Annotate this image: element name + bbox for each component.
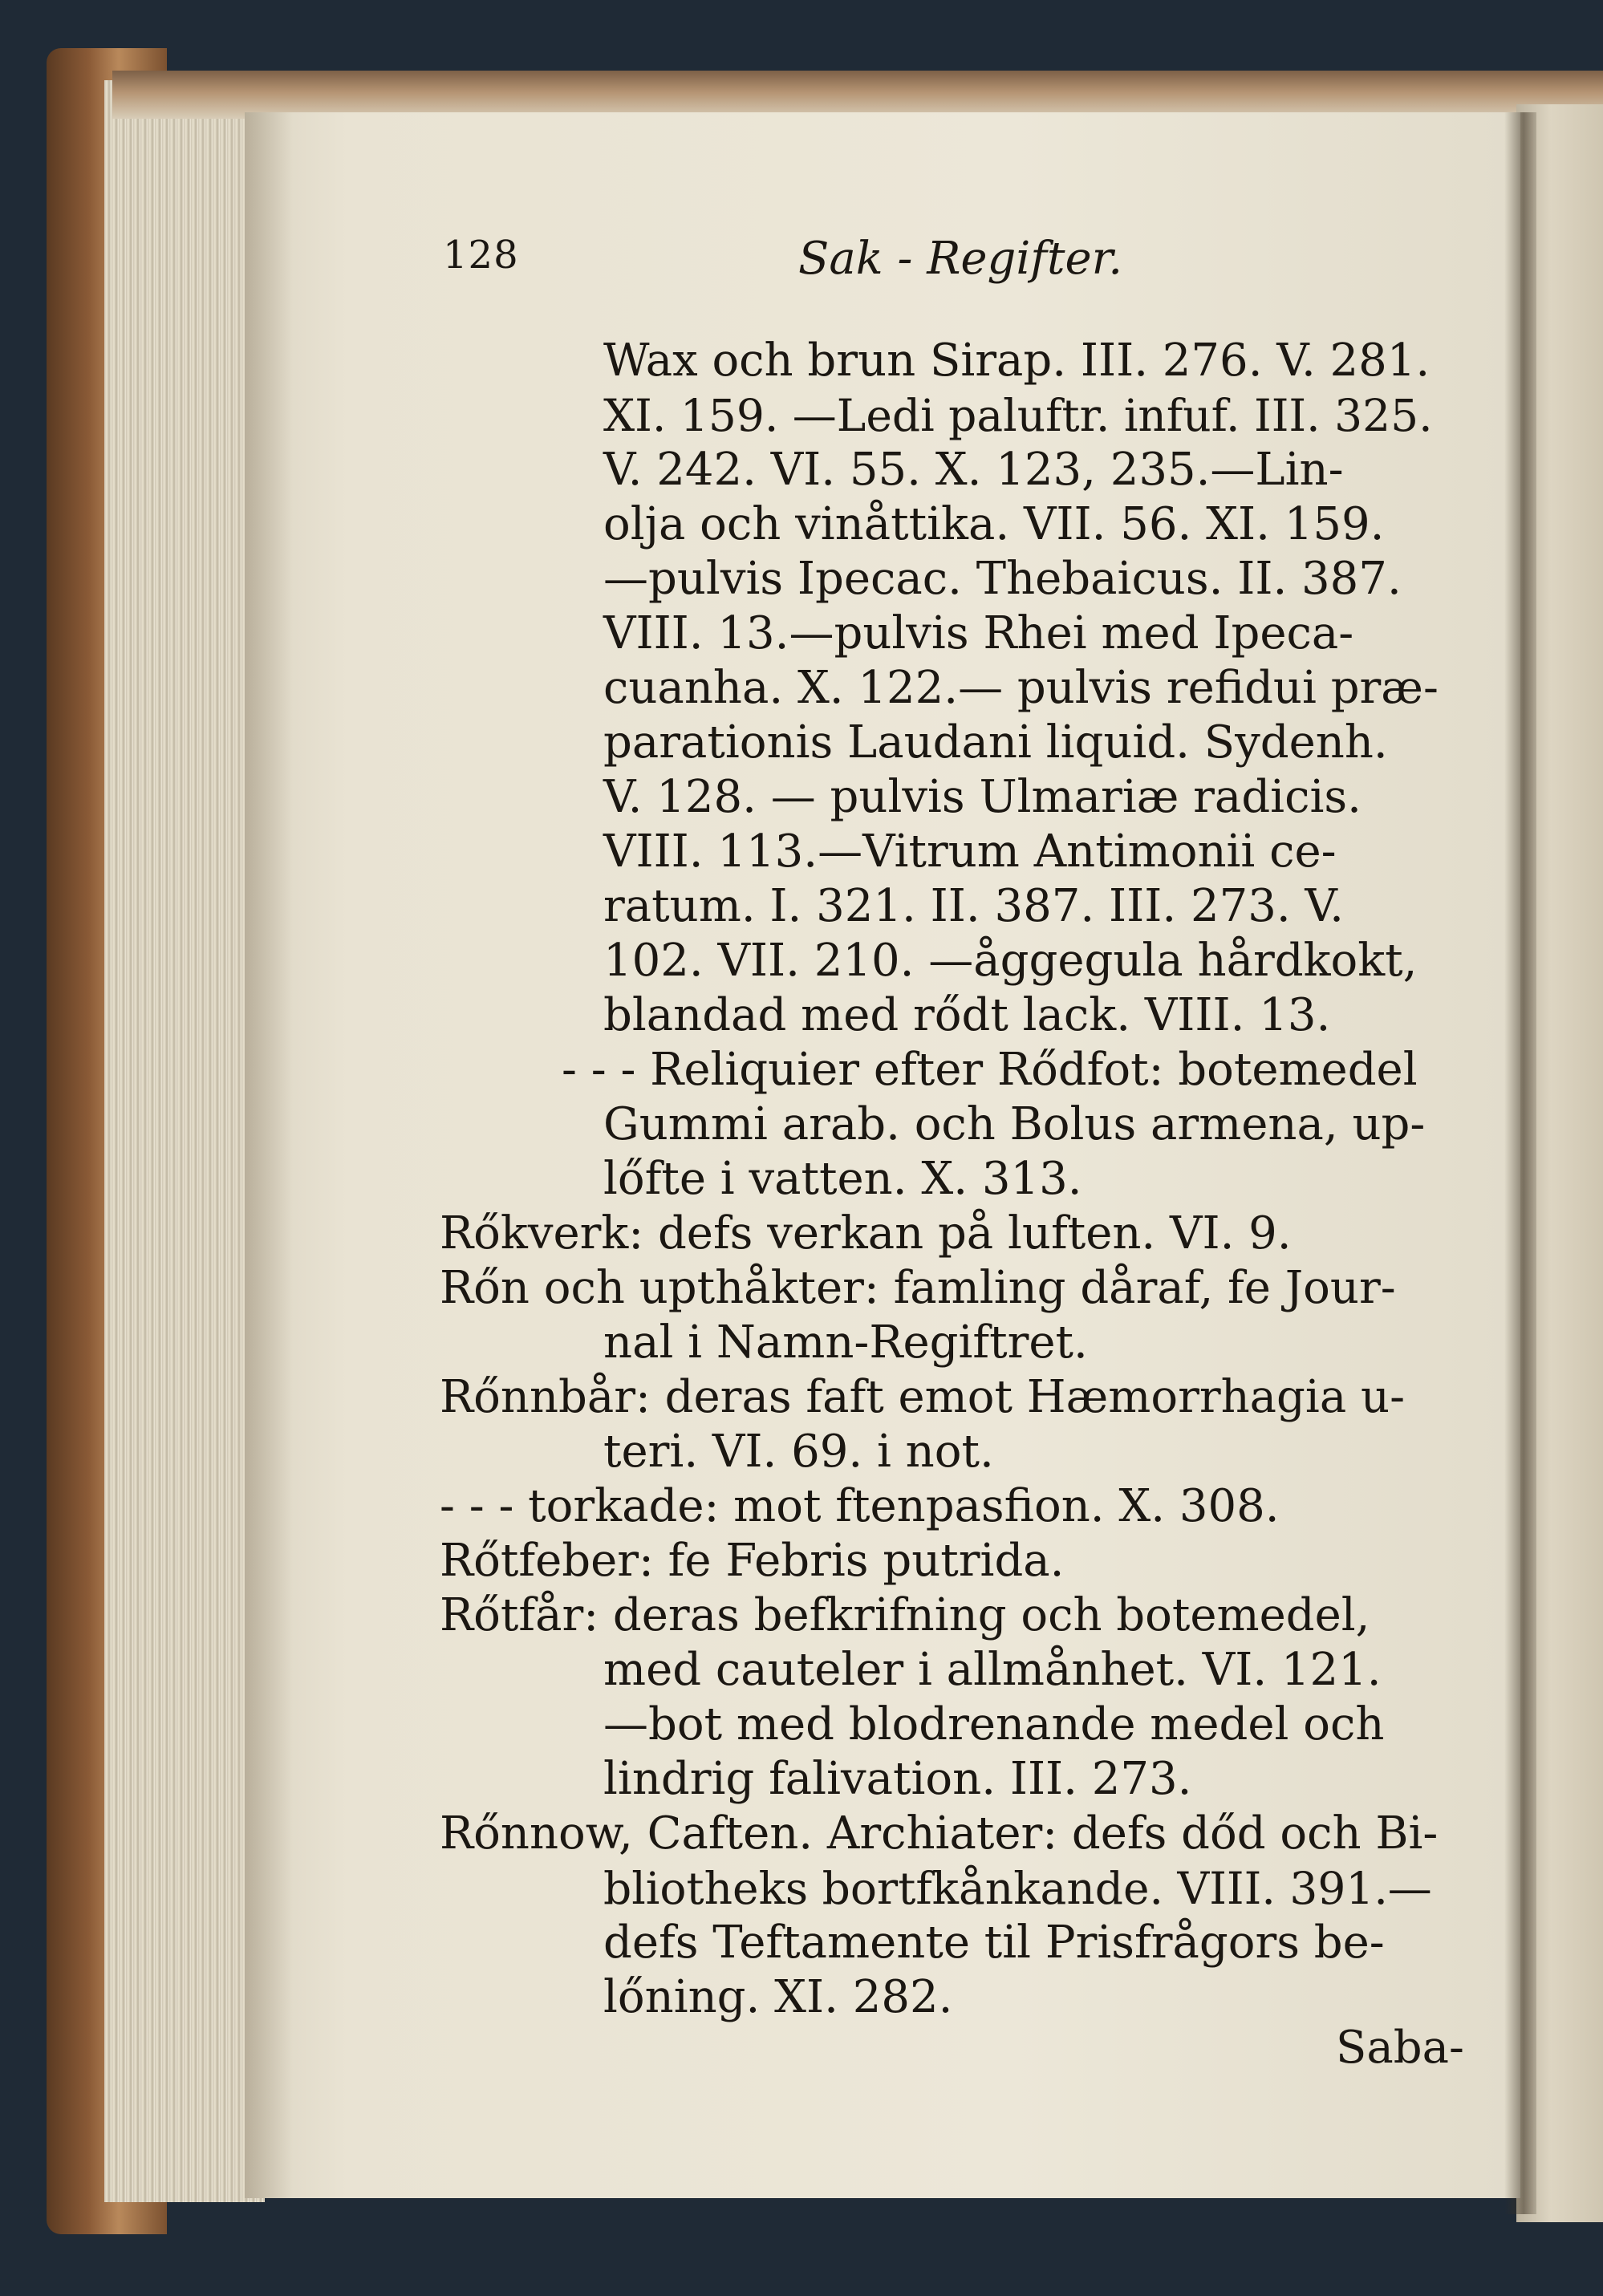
text-line: Gummi arab. och Bolus armena, up- (603, 1098, 1426, 1150)
text-line: Rőtfår: deras befkrifning och botemedel, (440, 1589, 1370, 1641)
text-line: lőning. XI. 282. (603, 1971, 953, 2023)
text-line: ratum. I. 321. II. 387. III. 273. V. (603, 880, 1344, 932)
text-line: olja och vinåttika. VII. 56. XI. 159. (603, 498, 1385, 550)
text-line: V. 128. — pulvis Ulmariæ radicis. (603, 771, 1362, 823)
text-line: Rőnnbår: deras faft emot Hæmorrhagia u- (440, 1371, 1405, 1423)
text-line: blandad med rődt lack. VIII. 13. (603, 989, 1331, 1041)
text-line: cuanha. X. 122.— pulvis refidui præ- (603, 662, 1439, 714)
text-line: teri. VI. 69. i not. (603, 1426, 994, 1478)
text-line: nal i Namn-Regiftret. (603, 1316, 1088, 1369)
text-line: Rőkverk: defs verkan på luften. VI. 9. (440, 1207, 1292, 1260)
text-line: —bot med blodrenande medel och (603, 1698, 1385, 1750)
text-line: V. 242. VI. 55. X. 123, 235.—Lin- (603, 444, 1344, 496)
text-line: VIII. 13.—pulvis Rhei med Ipeca- (603, 607, 1354, 659)
text-line: defs Teftamente til Prisfrågors be- (603, 1917, 1385, 1969)
text-line: VIII. 113.—Vitrum Antimonii ce- (603, 826, 1337, 878)
text-line: parationis Laudani liquid. Sydenh. (603, 716, 1388, 769)
text-line: bliotheks bortfkånkande. VIII. 391.— (603, 1863, 1432, 1914)
catchword: Saba- (1336, 2022, 1464, 2074)
page-number: 128 (443, 233, 519, 278)
text-line: lőfte i vatten. X. 313. (603, 1153, 1082, 1205)
text-line: - - - torkade: mot ftenpasfion. X. 308. (440, 1480, 1280, 1532)
text-line: Rőn och upthåkter: famling dåraf, fe Jour- (440, 1262, 1396, 1314)
text-line: - - - Reliquier efter Rődfot: botemedel (562, 1044, 1418, 1096)
text-line: —pulvis Ipecac. Thebaicus. II. 387. (603, 553, 1402, 605)
text-line: 102. VII. 210. —åggegula hårdkokt, (603, 935, 1418, 987)
text-line: Wax och brun Sirap. III. 276. V. 281. (603, 335, 1431, 387)
text-line: med cauteler i allmånhet. VI. 121. (603, 1644, 1382, 1696)
running-head: Sak - Regifter. (798, 233, 1123, 285)
text-line: Rőnnow, Caften. Archiater: defs dőd och Bi- (440, 1807, 1439, 1860)
text-line: XI. 159. —Ledi paluftr. infuf. III. 325. (603, 390, 1433, 441)
text-line: Rőtfeber: fe Febris putrida. (440, 1535, 1065, 1587)
text-line: lindrig falivation. III. 273. (603, 1753, 1192, 1805)
